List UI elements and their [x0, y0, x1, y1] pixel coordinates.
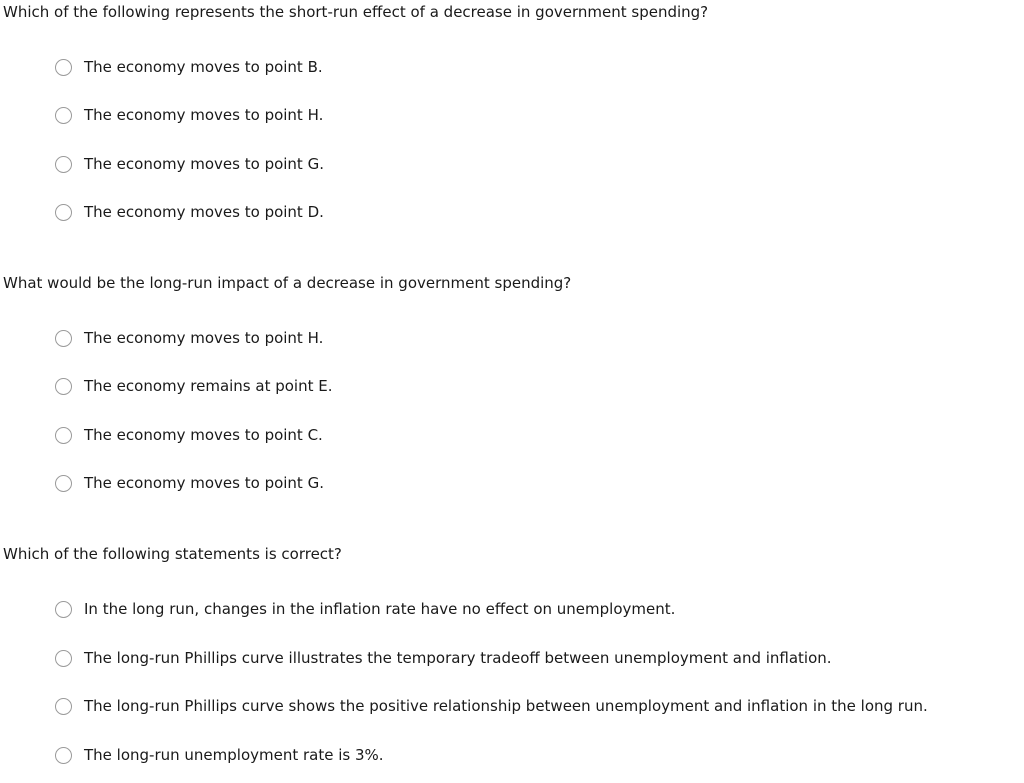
radio-button[interactable]: [55, 698, 72, 715]
radio-button[interactable]: [55, 601, 72, 618]
radio-button[interactable]: [55, 156, 72, 173]
option-label: The long-run unemployment rate is 3%.: [84, 746, 384, 764]
option-label: The economy remains at point E.: [84, 377, 333, 395]
option-label: The economy moves to point H.: [84, 106, 324, 124]
option-label: In the long run, changes in the inflation rate have no effect on unemployment.: [84, 600, 676, 618]
option-label: The economy moves to point H.: [84, 329, 324, 347]
option-label: The economy moves to point G.: [84, 474, 324, 492]
option-label: The long-run Phillips curve illustrates the temporary tradeoff between unemployment and inflation.: [84, 649, 832, 667]
question-3-prompt: Which of the following statements is correct?: [3, 545, 342, 563]
radio-button[interactable]: [55, 475, 72, 492]
radio-button[interactable]: [55, 747, 72, 764]
q2-option-b[interactable]: [55, 376, 333, 396]
q1-option-a[interactable]: [55, 57, 323, 77]
option-label: The economy moves to point B.: [84, 58, 323, 76]
q1-option-d[interactable]: [55, 202, 324, 222]
radio-button[interactable]: [55, 330, 72, 347]
radio-button[interactable]: [55, 427, 72, 444]
option-label: The economy moves to point C.: [84, 426, 323, 444]
q3-option-c[interactable]: [55, 696, 928, 716]
radio-button[interactable]: [55, 107, 72, 124]
option-label: The long-run Phillips curve shows the positive relationship between unemployment and inflation in the long run.: [84, 697, 928, 715]
radio-button[interactable]: [55, 378, 72, 395]
radio-button[interactable]: [55, 650, 72, 667]
q3-option-a[interactable]: [55, 599, 675, 619]
q2-option-d[interactable]: [55, 473, 324, 493]
q3-option-d[interactable]: [55, 745, 384, 765]
question-2-prompt: What would be the long-run impact of a decrease in government spending?: [3, 274, 572, 292]
question-1-prompt: Which of the following represents the short-run effect of a decrease in government spending?: [3, 3, 709, 21]
q1-option-c[interactable]: [55, 154, 324, 174]
option-label: The economy moves to point D.: [84, 203, 324, 221]
q2-option-c[interactable]: [55, 425, 323, 445]
q2-option-a[interactable]: [55, 328, 323, 348]
option-label: The economy moves to point G.: [84, 155, 324, 173]
q3-option-b[interactable]: [55, 648, 832, 668]
radio-button[interactable]: [55, 59, 72, 76]
q1-option-b[interactable]: [55, 105, 323, 125]
radio-button[interactable]: [55, 204, 72, 221]
